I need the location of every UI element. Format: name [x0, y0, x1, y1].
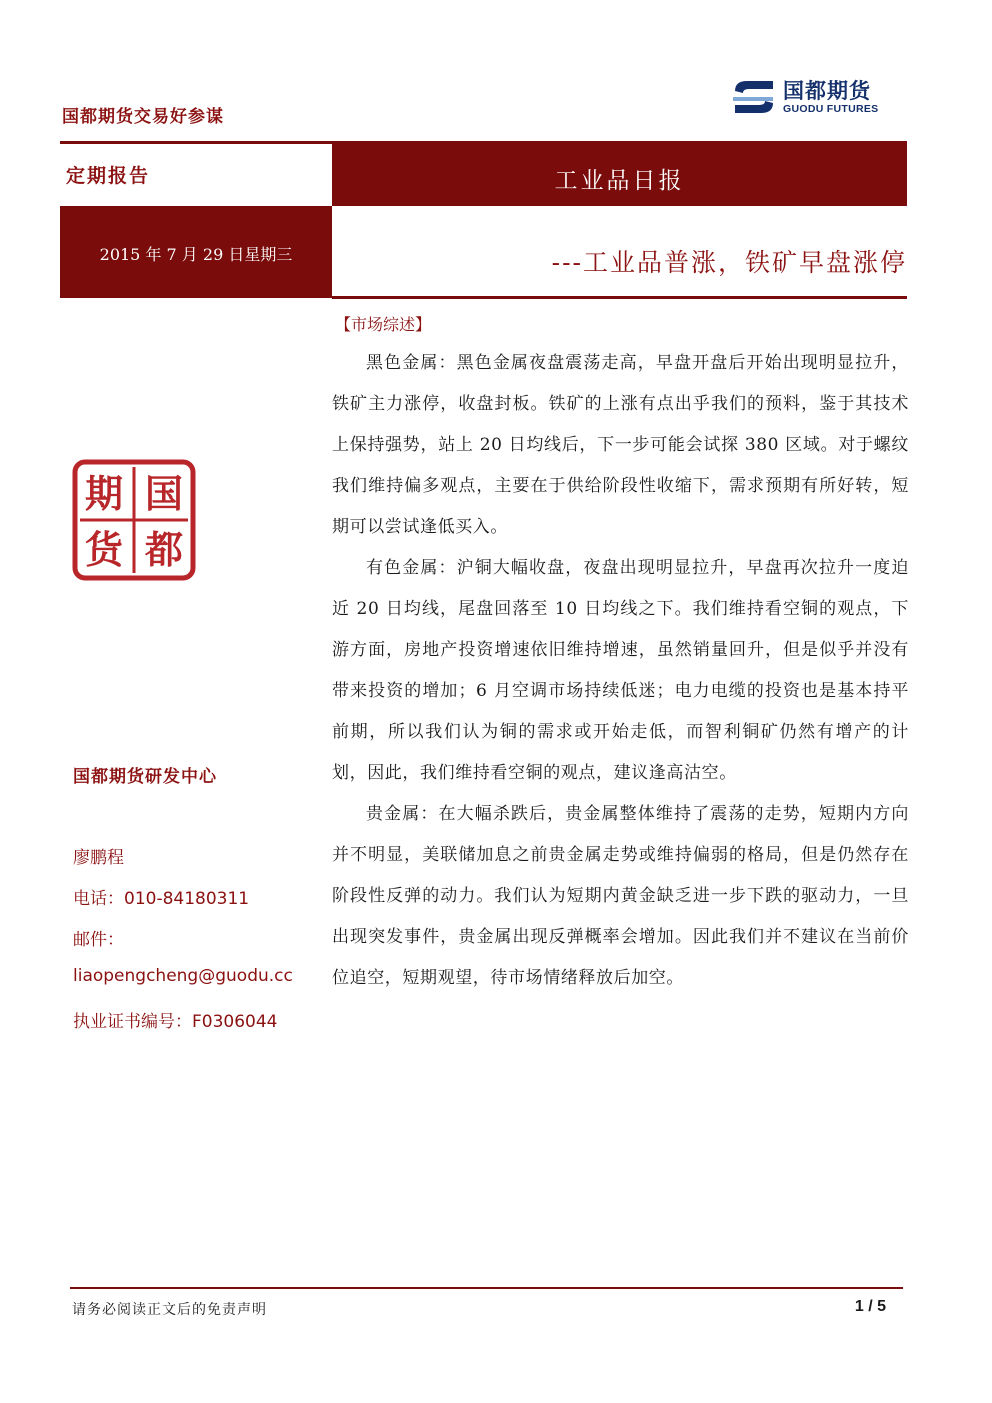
- phone-line: [73, 884, 249, 909]
- report-title-banner: [332, 144, 907, 206]
- phone-number: 010-84180311: [124, 889, 250, 909]
- paragraph-precious: 贵金属：在大幅杀跌后，贵金属整体维持了震荡的走势，短期内方向并不明显，美联储加息之前贵金属走势或维持偏弱的格局，但是仍然存在阶段性反弹的动力。我们认为短期内黄金缺乏进一步下跌的驱动力，一旦出现突发事件，贵金属出现反弹概率会增加。因此我们并不建议在当前价位追空，短期观望，待市场情绪释放后加空。: [332, 804, 909, 988]
- paragraph-nonferrous: 有色金属：沪铜大幅收盘，夜盘出现明显拉升，早盘再次拉升一度迫近 20 日均线，尾盘回落至 10 日均线之下。我们维持看空铜的观点，下游方面，房地产投资增速依旧维持增速，虽然销量回升，但是似乎并没有带来投资的增加；6 月空调市场持续低迷；电力电缆的投资也是基本持平前期，所以我们认为铜的需求或开始走低，而智利铜矿仍然有增产的计划，因此，我们维持看空铜的观点，建议逢高沽空。: [332, 558, 909, 783]
- logo-mark-icon: [731, 77, 777, 117]
- svg-text:都: 都: [144, 527, 184, 572]
- report-date-cell: [60, 206, 332, 298]
- sidebar-department: 国都期货研发中心: [73, 767, 217, 787]
- report-type: 定期报告: [66, 165, 151, 187]
- license-line: [73, 1007, 278, 1032]
- subtitle-rule: [332, 296, 907, 299]
- report-type-cell: [60, 144, 332, 206]
- company-logo: [731, 74, 907, 120]
- email-address[interactable]: liaopengcheng@guodu.cc: [73, 966, 293, 986]
- svg-text:货: 货: [84, 527, 124, 572]
- footer-disclaimer: 请务必阅读正文后的免责声明: [72, 1302, 267, 1318]
- footer-rule: [70, 1287, 903, 1289]
- license-label: 执业证书编号：: [73, 1012, 192, 1032]
- paragraph-ferrous: 黑色金属：黑色金属夜盘震荡走高，早盘开盘后开始出现明显拉升，铁矿主力涨停，收盘封板。铁矿的上涨有点出乎我们的预料，鉴于其技术上保持强势，站上 20 日均线后，下一步可能会试探 380 区域。对于螺纹我们维持偏多观点，主要在于供给阶段性收缩下，需求预期有所好转，短期可以尝试逢低买入。: [332, 353, 909, 537]
- logo-english-name: GUODU FUTURES: [783, 103, 879, 115]
- section-heading: 【市场综述】: [335, 315, 432, 334]
- page-number: 1 / 5: [854, 1298, 886, 1315]
- report-date: 2015 年 7 月 29 日星期三: [99, 245, 293, 264]
- company-seal-stamp: [72, 459, 196, 581]
- report-title: 工业品日报: [554, 168, 685, 194]
- svg-text:期: 期: [84, 471, 124, 516]
- logo-chinese-name: 国都期货: [783, 79, 871, 103]
- svg-text:国: 国: [144, 471, 184, 516]
- phone-label: 电话：: [73, 889, 124, 909]
- analyst-name: 廖鹏程: [73, 848, 124, 868]
- report-subtitle: ---工业品普涨，铁矿早盘涨停: [551, 248, 907, 277]
- report-body: [332, 343, 909, 999]
- email-label: 邮件：: [73, 930, 124, 950]
- header-tagline: 国都期货交易好参谋: [62, 107, 224, 127]
- license-number: F0306044: [192, 1012, 278, 1032]
